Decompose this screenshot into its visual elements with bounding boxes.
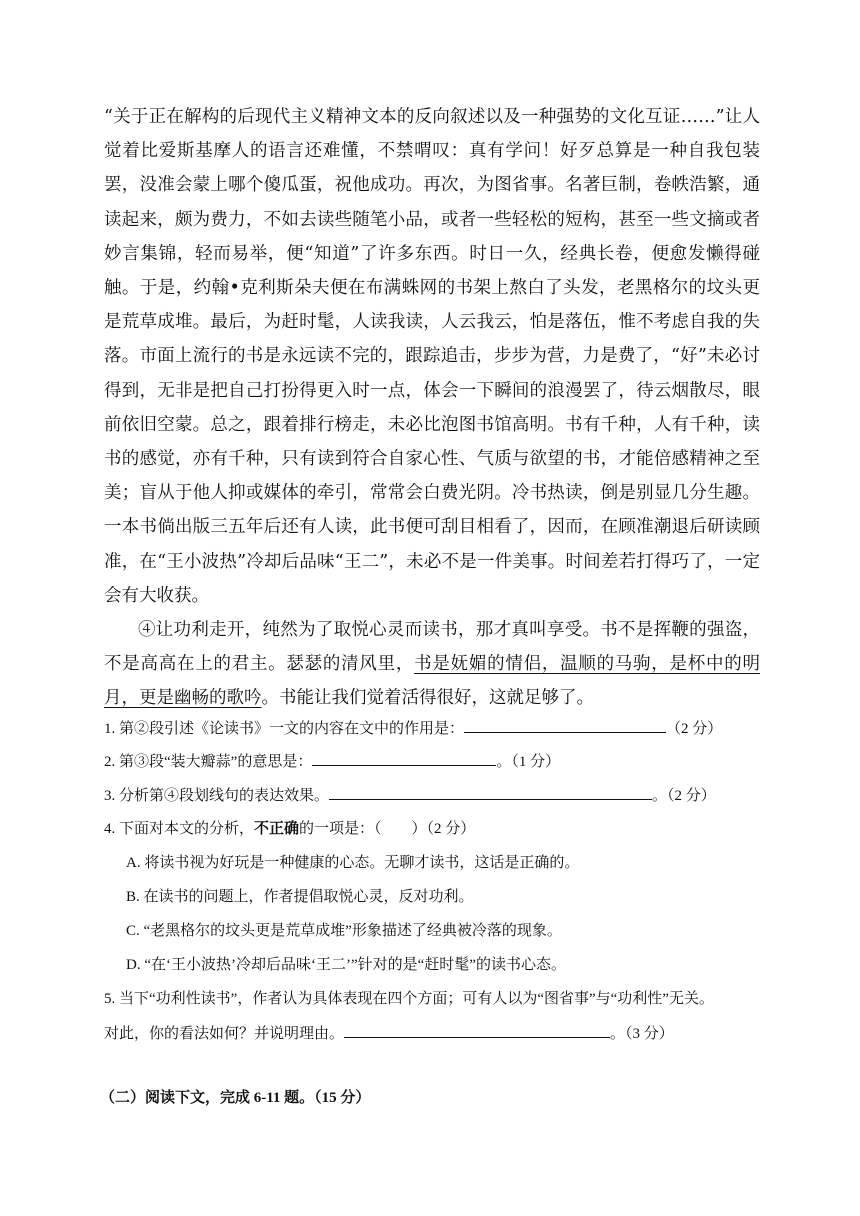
reading-passage bbox=[104, 100, 760, 716]
option-d[interactable]: D. “在‘王小波热’冷却后品味‘王二’”针对的是“赶时髦”的读书心态。 bbox=[126, 957, 566, 973]
question-5-line-1: 5. 当下“功利性读书”，作者认为具体表现在四个方面；可有人以为“图省事”与“功利性”无关。 bbox=[104, 991, 714, 1007]
question-3 bbox=[104, 784, 784, 807]
answer-blank-1[interactable] bbox=[464, 717, 666, 733]
question-3-score: 。（2 分） bbox=[652, 788, 716, 804]
question-5-line-2 bbox=[104, 1022, 784, 1045]
question-5-score: 。（3 分） bbox=[610, 1026, 674, 1042]
paragraph-3: “关于正在解构的后现代主义精神文本的反向叙述以及一种强势的文化互证……”让人觉着比爱斯基摩人的语言还难懂，不禁喟叹：真有学问！好歹总算是一种自我包装罢，没准会蒙上哪个傻瓜蛋，祝他成功。再次，为图省事。名著巨制，卷帙浩繁，通读起来，颇为费力，不如去读些随笔小品，或者一些轻松的短构，甚至一些文摘或者妙言集锦，轻而易举，便“知道”了许多东西。时日一久，经典长卷，便愈发懒得碰触。于是，约翰•克利斯朵夫便在布满蛛网的书架上熬白了头发，老黑格尔的坟头更是荒草成堆。最后，为赶时髦，人读我读，人云我云，怕是落伍，惟不考虑自我的失落。市面上流行的书是永远读不完的，跟踪追击，步步为营，力是费了，“好”未必讨得到，无非是把自己打扮得更入时一点，体会一下瞬间的浪漫罢了，待云烟散尽，眼前依旧空蒙。总之，跟着排行榜走，未必比泡图书馆高明。书有千种，人有千种，读书的感觉，亦有千种，只有读到符合自家心性、气质与欲望的书，才能倍感精神之至美；盲从于他人抑或媒体的牵引，常常会白费光阴。冷书热读，倒是别显几分生趣。一本书倘出版三五年后还有人读，此书便可刮目相看了，因而，在顾准潮退后研读顾准，在“王小波热”冷却后品味“王二”，未必不是一件美事。时间差若打得巧了，一定会有大收获。 bbox=[104, 107, 760, 606]
question-3-text: 3. 分析第④段划线句的表达效果。 bbox=[104, 788, 330, 804]
question-4-emphasis: 不正确 bbox=[254, 821, 300, 837]
question-1-score: （2 分） bbox=[666, 721, 723, 737]
option-a[interactable]: A. 将读书视为好玩是一种健康的心态。无聊才读书，这话是正确的。 bbox=[126, 855, 580, 871]
section-heading: （二）阅读下文，完成 6-11 题。（15 分） bbox=[100, 1090, 371, 1106]
question-4-post: 的一项是：（ ）（2 分） bbox=[299, 821, 476, 837]
answer-blank-3[interactable] bbox=[329, 784, 652, 800]
answer-blank-5[interactable] bbox=[344, 1022, 610, 1038]
question-2 bbox=[104, 750, 784, 773]
question-4-pre: 4. 下面对本文的分析， bbox=[104, 821, 255, 837]
paragraph-4 bbox=[104, 613, 760, 716]
paragraph-4-end: 。书能让我们觉着活得很好，这就足够了。 bbox=[261, 688, 594, 709]
question-1-text: 1. 第②段引述《论读书》一文的内容在文中的作用是： bbox=[104, 721, 465, 737]
question-1 bbox=[104, 717, 784, 740]
question-4 bbox=[104, 818, 784, 840]
question-2-text: 2. 第③段“装大瓣蒜”的意思是： bbox=[104, 754, 313, 770]
question-5-text: 对此，你的看法如何？并说明理由。 bbox=[104, 1026, 345, 1042]
answer-blank-2[interactable] bbox=[312, 750, 496, 766]
paragraph-4-start: ④让功利走开，纯然为了取悦心灵而读书，那才真叫享受。书不是挥鞭的强盗，不是高高在上的君主。瑟瑟的清风里， bbox=[104, 620, 760, 675]
underlined-sentence: 书是妩媚的情侣，温顺的马驹，是杯中的明月，更是幽畅的歌吟 bbox=[104, 654, 761, 709]
question-2-score: 。（1 分） bbox=[496, 754, 561, 770]
option-b[interactable]: B. 在读书的问题上，作者提倡取悦心灵，反对功利。 bbox=[126, 889, 474, 905]
option-c[interactable]: C. “老黑格尔的坟头更是荒草成堆”形象描述了经典被冷落的现象。 bbox=[126, 923, 562, 939]
